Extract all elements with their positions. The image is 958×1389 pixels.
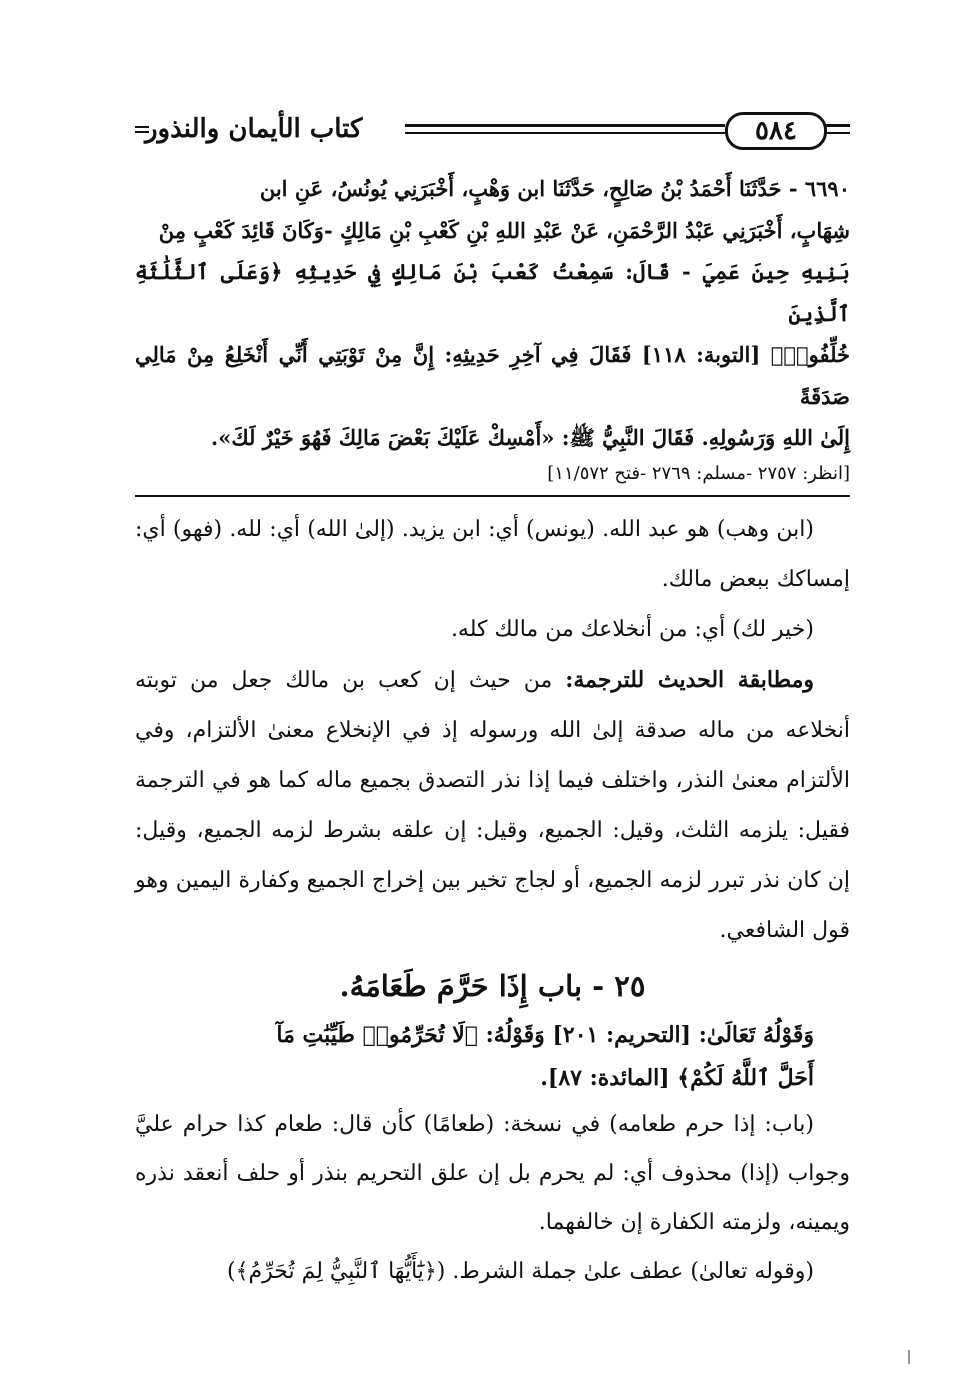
page-content xyxy=(135,168,850,1296)
commentary-paragraph: (وقوله تعالىٰ) عطف علىٰ جملة الشرط. (﴿يَٰٓأَيُّهَا ٱلنَّبِيُّ لِمَ تُحَرِّمُ﴾) xyxy=(227,1258,814,1284)
chapter-commentary xyxy=(135,1100,850,1296)
hadith-line: ٦٦٩٠ - حَدَّثَنَا أَحْمَدُ بْنُ صَالِحٍ، حَدَّثَنَا ابن وَهْبٍ، أَخْبَرَنِي يُونُسُ، عَنِ ابن xyxy=(259,176,850,201)
commentary-paragraph: (باب: إذا حرم طعامه) في نسخة: (طعامًا) كأن قال: طعام كذا حرام عليَّ وجواب (إذا) محذوف أي: لم يحرم بل إن علق التحريم بنذر أو حلف أنعقد نذره ويمينه، ولزمته الكفارة إن خالفهما. xyxy=(135,1111,850,1235)
verse-block xyxy=(135,1014,850,1100)
chapter-title: ٢٥ - باب إِذَا حَرَّمَ طَعَامَهُ. xyxy=(339,968,646,1003)
hadith-line: شِهَابٍ، أَخْبَرَنِي عَبْدُ الرَّحْمَنِ، عَنْ عَبْدِ اللهِ بْنِ كَعْبِ بْنِ مَالِكٍ -وَكَانَ قَائِدَ كَعْبٍ مِنْ xyxy=(158,217,850,243)
commentary-paragraph: (خير لك) أي: من أنخلاعك من مالك كله. xyxy=(450,616,814,642)
page-number: ٥٨٤ xyxy=(725,112,827,150)
hadith-line: بَنِيهِ حِينَ عَمِيَ - قَالَ: سَمِعْتُ كَعْبَ بْنَ مَالِكٍ فِي حَدِيثِهِ ﴿وَعَلَى ٱلثَّلَٰثَةِ ٱلَّذِينَ xyxy=(135,259,850,326)
margin-mark xyxy=(908,1350,910,1364)
verse-line: وَقَوْلُهُ تَعَالَىٰ: [التحريم: ٢٠١] وَقَوْلُهُ: ﴿لَا تُحَرِّمُوا۟ طَيِّبَٰتِ مَآ xyxy=(276,1021,814,1048)
verse-line: أَحَلَّ ٱللَّهُ لَكُمْ﴾ [المائدة: ٨٧]. xyxy=(540,1064,814,1091)
header-rule-right xyxy=(825,124,850,134)
header-rule xyxy=(405,124,725,134)
hadith-reference: [انظر: ٢٧٥٧ -مسلم: ٢٧٦٩ -فتح ١١/٥٧٢] xyxy=(547,462,850,484)
commentary-paragraph xyxy=(135,655,850,956)
hadith-line: إِلَىٰ اللهِ وَرَسُولِهِ. فَقَالَ النَّبِيُّ ﷺ: «أَمْسِكْ عَلَيْكَ بَعْضَ مَالِكَ فَهُوَ خَيْرٌ لَكَ». xyxy=(210,425,850,450)
hadith-block xyxy=(135,168,850,489)
book-title: كتاب الأيمان والنذور xyxy=(145,114,363,144)
section-divider xyxy=(135,495,850,497)
commentary-lead: ومطابقة الحديث للترجمة: xyxy=(565,666,815,693)
commentary-text: من حيث إن كعب بن مالك جعل من توبته أنخلاعه من ماله صدقة إلىٰ الله ورسوله إذ في الإنخلاع معنىٰ الألتزام، وفي الألتزام معنىٰ النذر، واختلف فيما إذا نذر التصدق بجميع ماله كما هو في الترجمة فقيل: يلزمه الثلث، وقيل: الجميع، وقيل: إن علقه بشرط لزمه الجميع، وقيل: إن كان نذر تبرر لزمه الجميع، أو لجاج تخير بين إخراج الجميع وكفارة اليمين وهو قول الشافعي. xyxy=(135,667,850,943)
commentary-block xyxy=(135,505,850,956)
hadith-line: خُلِّفُوا۟﴾ [التوبة: ١١٨] فَقَالَ فِي آخِرِ حَدِيثِهِ: إِنَّ مِنْ تَوْبَتِي أَنِّي أَنْخَلِعُ مِنْ مَالِي صَدَقَةً xyxy=(135,342,851,409)
page-header xyxy=(135,112,850,148)
commentary-paragraph: (ابن وهب) هو عبد الله. (يونس) أي: ابن يزيد. (إلىٰ الله) أي: لله. (فهو) أي: إمساكك ببعض مالك. xyxy=(135,516,850,592)
